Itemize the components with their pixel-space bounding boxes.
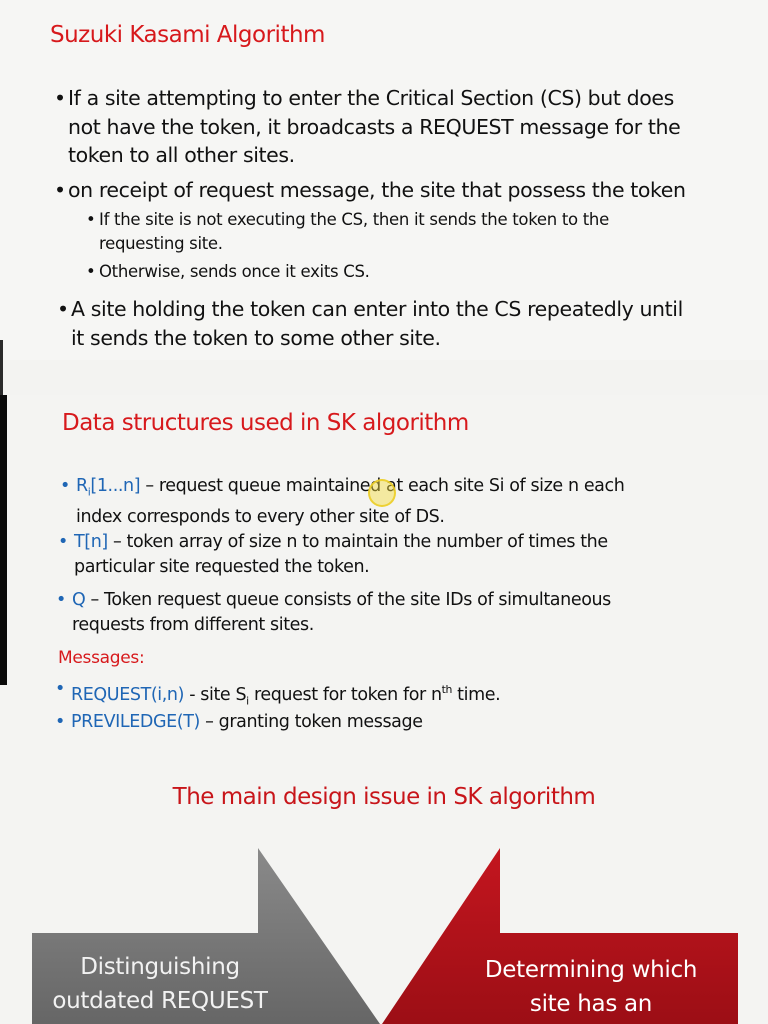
item-line: Q – Token request queue consists of the site IDs of simultaneous bbox=[72, 590, 611, 610]
subbullet-line: If the site is not executing the CS, then it sends the token to the bbox=[99, 210, 609, 229]
item-line: T[n] – token array of size n to maintain the number of times the bbox=[74, 532, 608, 552]
item-line: particular site requested the token. bbox=[74, 557, 370, 577]
bullet-dot: • bbox=[86, 262, 96, 281]
cursor-highlight bbox=[368, 479, 396, 507]
frame-edge-dark bbox=[0, 395, 7, 685]
term-previledge: PREVILEDGE(T) bbox=[71, 712, 200, 732]
slide2-title: Data structures used in SK algorithm bbox=[62, 410, 469, 436]
item-request-queue bbox=[60, 474, 625, 530]
term-q: Q bbox=[72, 590, 86, 610]
bullet-line: not have the token, it broadcasts a REQUEST message for the bbox=[68, 114, 681, 139]
bullet-line: on receipt of request message, the site that possess the token bbox=[68, 178, 686, 202]
bullet-line: token to all other sites. bbox=[68, 143, 295, 167]
bullet-dot: • bbox=[57, 297, 69, 321]
bullet-receipt-of-request bbox=[54, 176, 686, 205]
subbullet-line: Otherwise, sends once it exits CS. bbox=[99, 262, 370, 281]
message-line: PREVILEDGE(T) – granting token message bbox=[71, 712, 423, 732]
frame-edge bbox=[0, 340, 3, 396]
message-line: REQUEST(i,n) - site $S_i$ request for token for $n^{th}$ time. bbox=[71, 683, 501, 708]
item-token-array bbox=[58, 530, 608, 580]
message-previledge bbox=[55, 710, 423, 735]
slide1-title: Suzuki Kasami Algorithm bbox=[50, 22, 325, 48]
bullet-dot: • bbox=[54, 86, 66, 110]
item-line: requests from different sites. bbox=[72, 615, 314, 635]
bullet-holding-token bbox=[57, 295, 683, 352]
bullet-dot: • bbox=[60, 476, 70, 496]
item-token-queue bbox=[56, 588, 611, 638]
bullet-dot: • bbox=[55, 679, 65, 699]
subbullet-not-executing bbox=[86, 208, 609, 256]
arrow-right-label: Determining which site has an bbox=[484, 957, 698, 1017]
bullet-dot: • bbox=[56, 590, 66, 610]
subbullet-line: requesting site. bbox=[99, 234, 223, 253]
bullet-dot: • bbox=[55, 712, 65, 732]
term-r: $R_i[1...n]$ bbox=[76, 476, 141, 499]
subbullet-otherwise bbox=[86, 260, 370, 284]
arrow-left-label: Distinguishing outdated REQUEST bbox=[52, 954, 268, 1014]
bullet-broadcast-request bbox=[54, 84, 681, 170]
item-line: index corresponds to every other site of DS. bbox=[76, 506, 445, 527]
item-line: $R_i[1...n]$ – request queue maintained at each site Si of size n each bbox=[76, 476, 625, 499]
term-request: REQUEST(i,n) bbox=[71, 684, 185, 705]
slide3-title: The main design issue in SK algorithm bbox=[172, 784, 596, 810]
term-t: T[n] bbox=[74, 532, 108, 552]
bullet-line: A site holding the token can enter into the CS repeatedly until bbox=[71, 297, 683, 321]
bullet-dot: • bbox=[54, 178, 66, 202]
bullet-dot: • bbox=[86, 210, 96, 229]
message-request bbox=[55, 677, 501, 713]
messages-heading: Messages: bbox=[58, 648, 145, 668]
bullet-dot: • bbox=[58, 532, 68, 552]
bullet-line: it sends the token to some other site. bbox=[71, 325, 441, 350]
bullet-line: If a site attempting to enter the Critical Section (CS) but does bbox=[68, 86, 674, 110]
